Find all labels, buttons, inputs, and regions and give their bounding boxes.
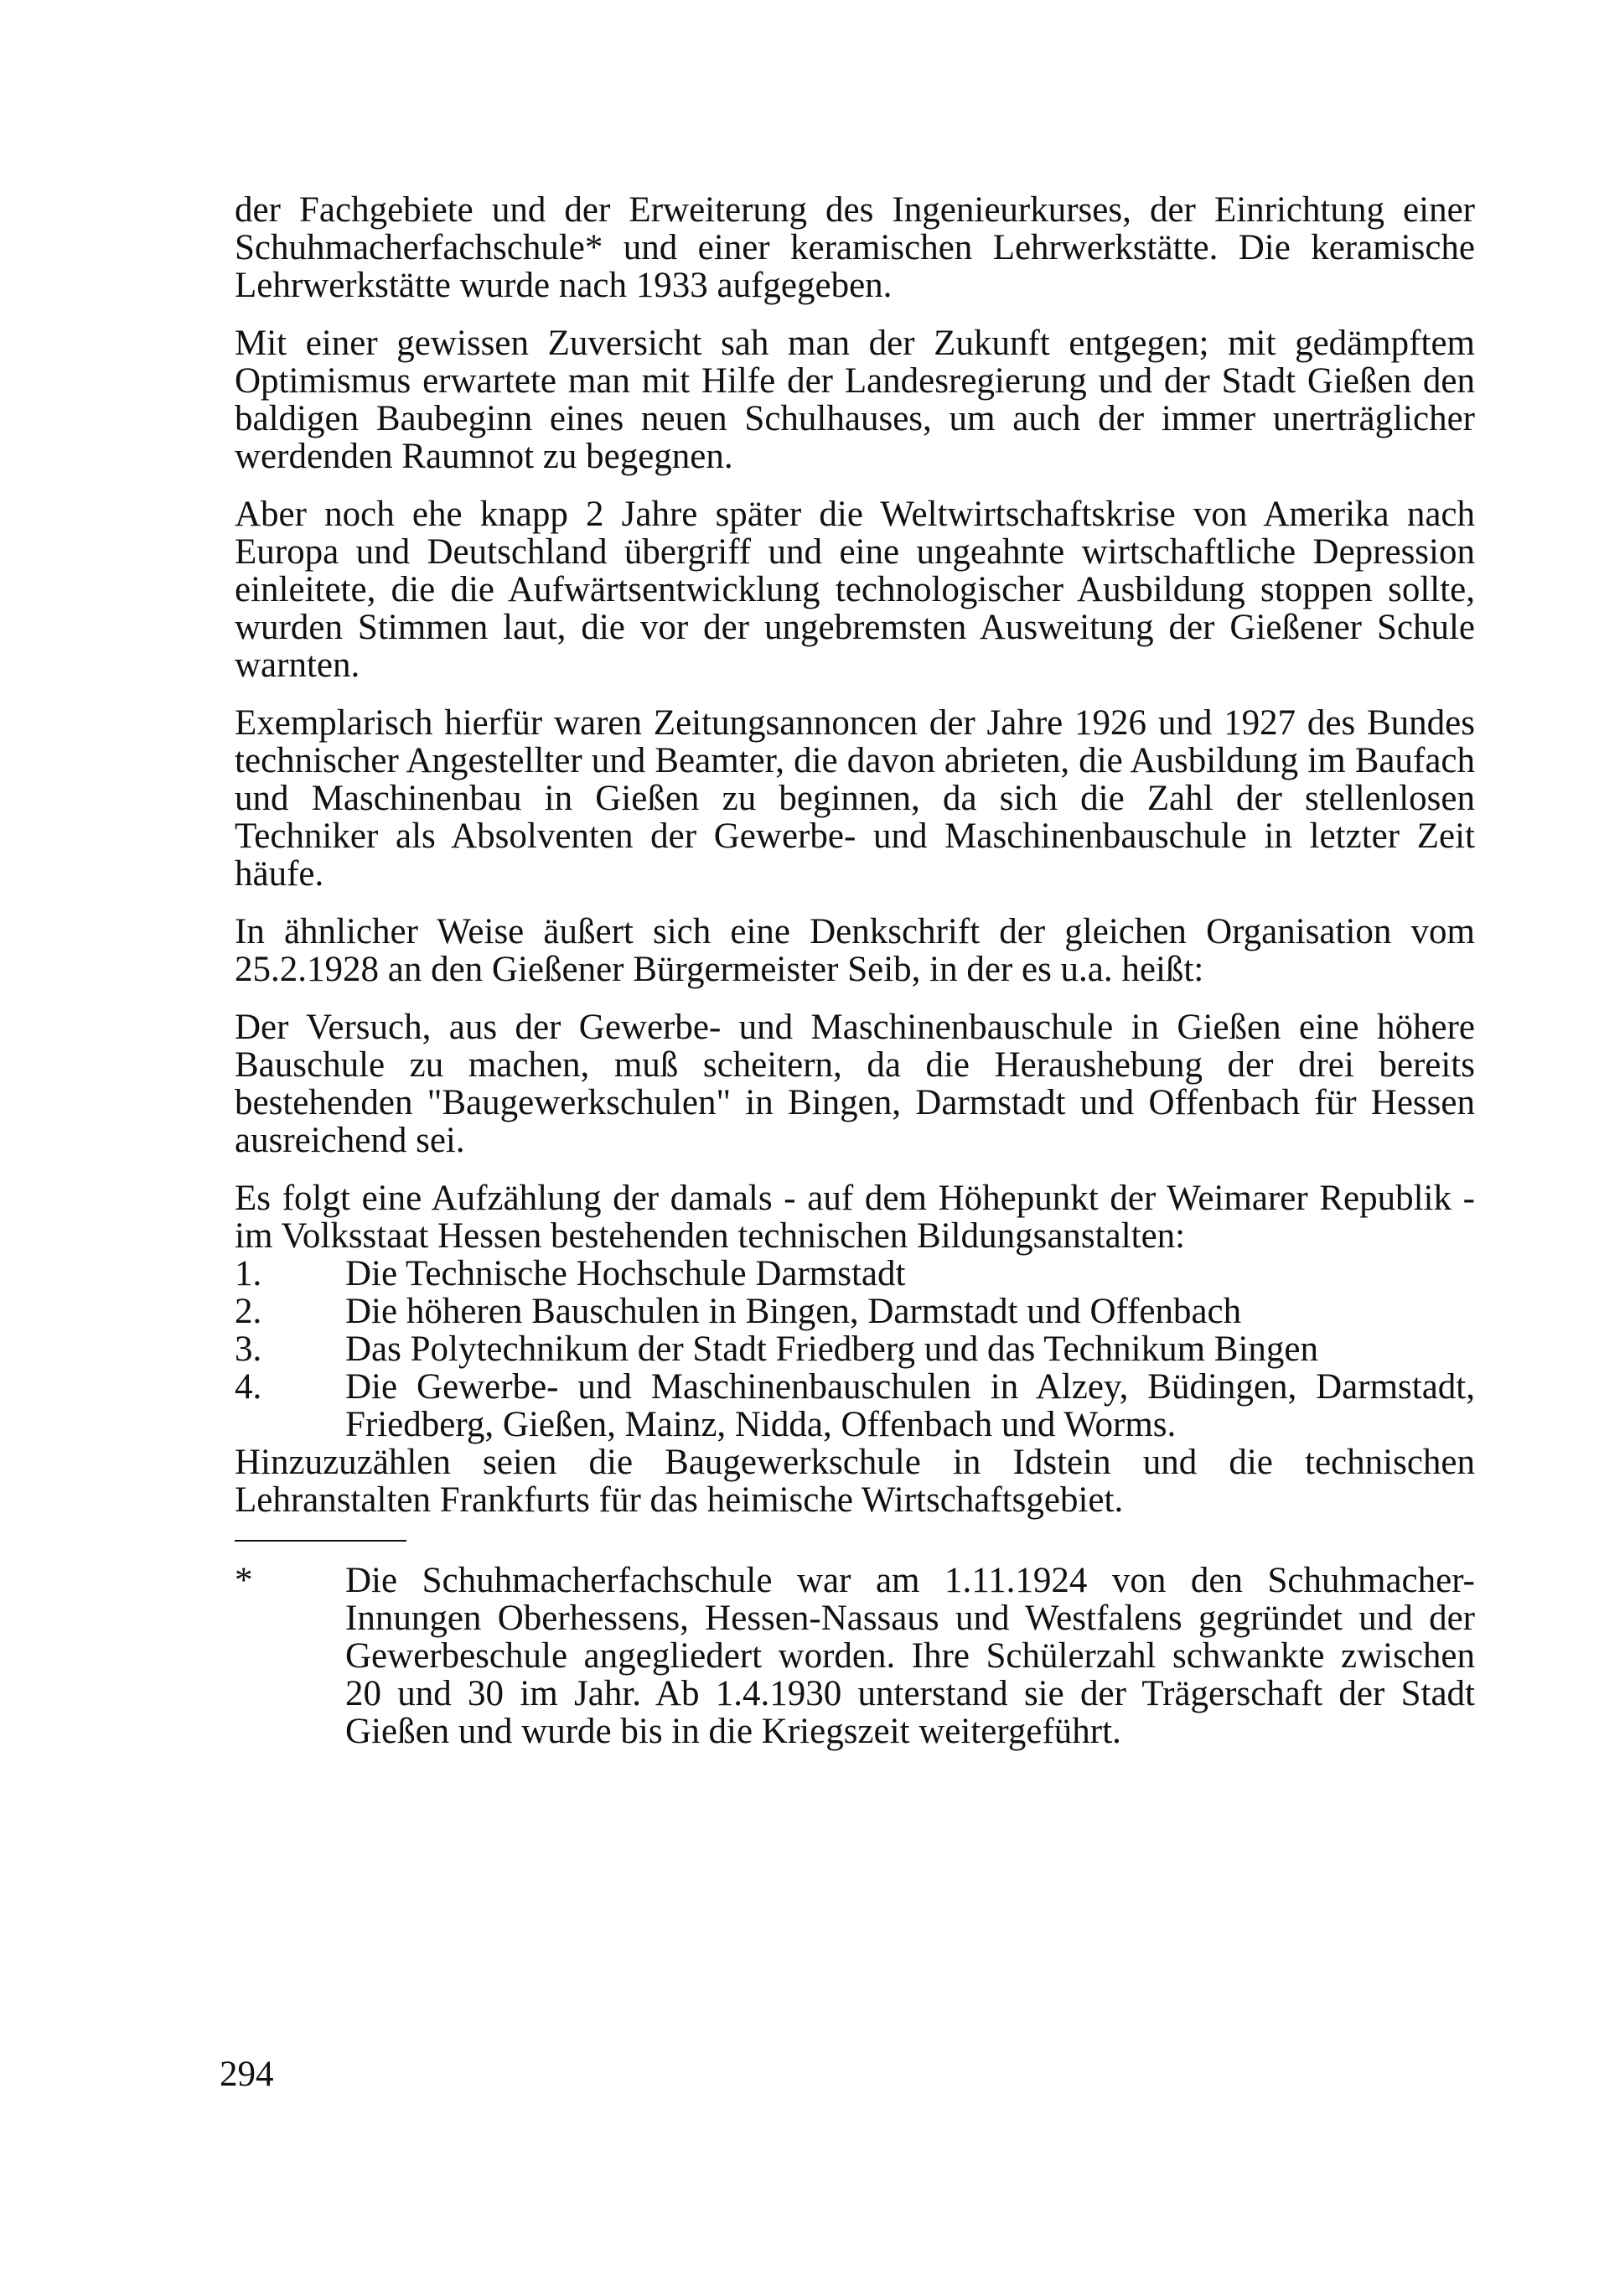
footnote-divider: [235, 1540, 406, 1542]
body-text: [235, 191, 1475, 1750]
list-item-text: Die Technische Hochschule Darmstadt: [345, 1254, 906, 1293]
quoted-paragraph: Der Versuch, aus der Gewerbe- und Maschinenbauschule in Gießen eine höhere Bauschule zu machen, muß scheitern, da die Heraushebung der drei bereits bestehenden "Baugewerkschulen" in Bingen, Darmstadt und Offenbach für Hessen ausreichend sei.: [235, 1008, 1475, 1160]
paragraph-7: Es folgt eine Aufzählung der damals - auf dem Höhepunkt der Weimarer Republik - im Volksstaat Hessen bestehenden technischen Bildungsanstalten:: [235, 1179, 1475, 1256]
list-item-number: 3.: [235, 1329, 262, 1369]
list-item: [235, 1330, 1475, 1368]
list-item-text: Das Polytechnikum der Stadt Friedberg und das Technikum Bingen: [345, 1329, 1319, 1369]
list-item-text: Die höheren Bauschulen in Bingen, Darmstadt und Offenbach: [345, 1292, 1242, 1331]
paragraph-2: Mit einer gewissen Zuversicht sah man der Zukunft entgegen; mit gedämpftem Optimismus erwartete man mit Hilfe der Landesregierung und der Stadt Gießen den baldigen Baubeginn eines neuen Schulhauses, um auch der immer unerträglicher werdenden Raumnot zu begegnen.: [235, 324, 1475, 476]
paragraph-4: Exemplarisch hierfür waren Zeitungsannoncen der Jahre 1926 und 1927 des Bundes technischer Angestellter und Beamter, die davon abrieten, die Ausbildung im Baufach und Maschinenbau in Gießen zu beginnen, da sich die Zahl der stellenlosen Techniker als Absolventen der Gewerbe- und Maschinenbauschule in letzter Zeit häufe.: [235, 703, 1475, 894]
list-item: [235, 1255, 1475, 1293]
list-item: [235, 1368, 1475, 1443]
paragraph-3: Aber noch ehe knapp 2 Jahre später die Weltwirtschaftskrise von Amerika nach Europa und Deutschland übergriff und eine ungeahnte wirtschaftliche Depression einleitete, die die Aufwärtsentwicklung technologischer Ausbildung stoppen sollte, wurden Stimmen laut, die vor der ungebremsten Ausweitung der Gießener Schule warnten.: [235, 495, 1475, 685]
paragraph-5: In ähnlicher Weise äußert sich eine Denkschrift der gleichen Organisation vom 25.2.1928 an den Gießener Bürgermeister Seib, in der es u.a. heißt:: [235, 912, 1475, 989]
list-item-text: Die Gewerbe- und Maschinenbauschulen in Alzey, Büdingen, Darmstadt, Friedberg, Gießen, Mainz, Nidda, Offenbach und Worms.: [345, 1367, 1475, 1444]
list-item: [235, 1293, 1475, 1330]
footnote: [235, 1562, 1475, 1750]
footnote-text: Die Schuhmacherfachschule war am 1.11.1924 von den Schuhmacher-Innungen Oberhessens, Hessen-Nassaus und Westfalens gegründet und der Gewerbeschule angegliedert worden. Ihre Schülerzahl schwankte zwischen 20 und 30 im Jahr. Ab 1.4.1930 unterstand sie der Trägerschaft der Stadt Gießen und wurde bis in die Kriegszeit weitergeführt.: [345, 1561, 1475, 1751]
institution-list: [235, 1255, 1475, 1443]
list-item-number: 1.: [235, 1254, 262, 1293]
paragraph-1: der Fachgebiete und der Erweiterung des Ingenieurkurses, der Einrichtung einer Schuhmacherfachschule* und einer keramischen Lehrwerkstätte. Die keramische Lehrwerkstätte wurde nach 1933 aufgegeben.: [235, 190, 1475, 305]
page-number: 294: [220, 2055, 274, 2094]
list-item-number: 2.: [235, 1292, 262, 1331]
paragraph-8: Hinzuzuzählen seien die Baugewerkschule in Idstein und die technischen Lehranstalten Frankfurts für das heimische Wirtschaftsgebiet.: [235, 1443, 1475, 1520]
footnote-marker: *: [235, 1561, 253, 1600]
list-item-number: 4.: [235, 1367, 262, 1407]
